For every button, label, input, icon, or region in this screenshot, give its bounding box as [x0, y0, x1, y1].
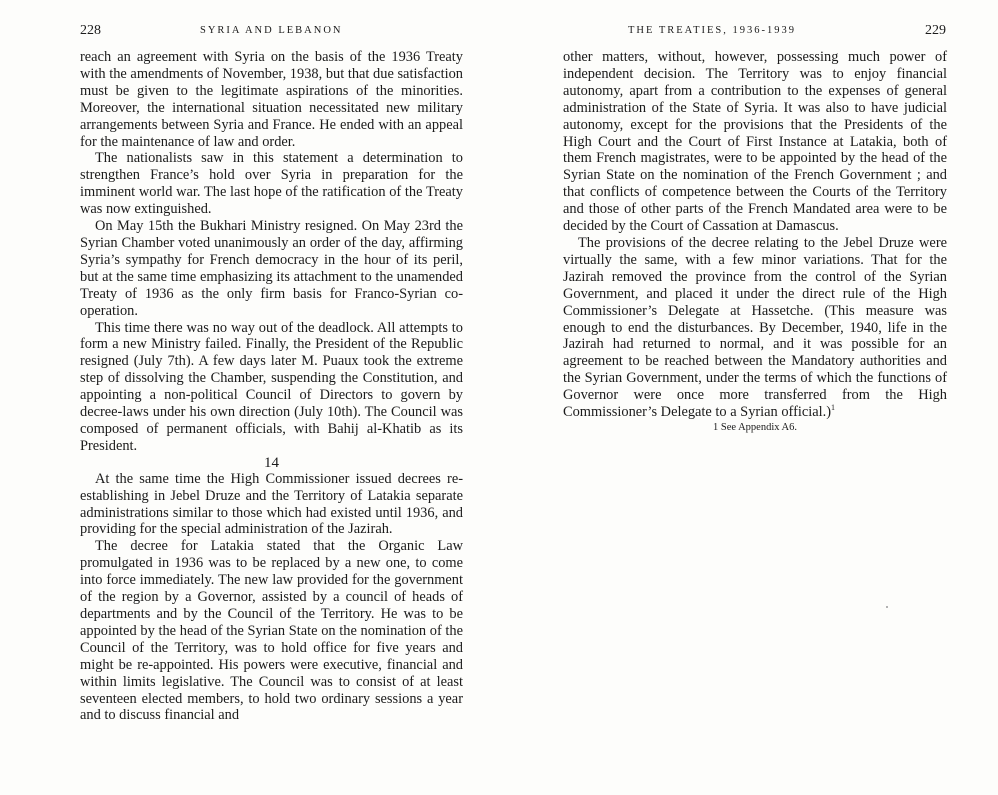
paragraph: The nationalists saw in this statement a determination to strengthen France’s hold over Syria in preparation for the imminent world war. The last hope of the ratification of the Treaty was now extinguished.	[80, 150, 463, 218]
right-running-head	[563, 22, 946, 40]
left-body-text	[80, 49, 463, 724]
footnote-marker: 1	[831, 403, 836, 413]
paragraph: other matters, without, however, possessing much power of independent decision. The Territory was to enjoy financial autonomy, apart from a contribution to the expenses of general administration of the State of Syria. It was also to have judicial autonomy, except for the provisions that the Presidents of the High Court and the Court of First Instance at Latakia, both of them French magistrates, were to be appointed by the head of the Syrian State on the nomination of the French Government ; and that conflicts of competence between the Courts of the Territory and those of other parts of the French Mandated area were to be decided by the Court of Cassation at Damascus.	[563, 49, 947, 235]
right-body-text	[563, 49, 947, 435]
paragraph-text: The provisions of the decree relating to the Jebel Druze were virtually the same, with a few minor variations. That for the Jazirah removed the province from the control of the Syrian Government, and placed it under the direct rule of the High Commissioner’s Delegate at Hassetche. (This measure was enough to end the disturbances. By December, 1940, life in the Jazirah had returned to normal, and it was possible for an agreement to be reached between the Mandatory authorities and the Syrian Government, under the terms of which the functions of Governor were once more transferred from the High Commissioner’s Delegate to a Syrian official.)	[563, 234, 947, 421]
right-running-title: THE TREATIES, 1936-1939	[628, 25, 797, 36]
left-running-head	[80, 22, 463, 40]
right-page-number: 229	[925, 23, 946, 38]
footnote: 1 See Appendix A6.	[713, 421, 797, 433]
section-number: 14	[264, 454, 279, 471]
left-running-title: SYRIA AND LEBANON	[200, 25, 343, 36]
paper-speck	[886, 606, 888, 608]
paragraph: At the same time the High Commissioner issued decrees re-establishing in Jebel Druze and the Territory of Latakia separate administrations similar to those which had existed until 1936, and providing for the special administration of the Jazirah.	[80, 470, 463, 538]
left-page-number: 228	[80, 23, 101, 38]
right-page	[499, 0, 998, 795]
paragraph: This time there was no way out of the deadlock. All attempts to form a new Ministry failed. Finally, the President of the Republic resigned (July 7th). A few days later M. Puaux took the extreme step of dissolving the Chamber, suspending the Constitution, and appointing a non-political Council of Directors to govern by decree-laws under his own direction (July 10th). The Council was composed of permanent officials, with Bahij al-Khatib as its President.	[80, 319, 463, 454]
paragraph: On May 15th the Bukhari Ministry resigned. On May 23rd the Syrian Chamber voted unanimously an order of the day, affirming Syria’s sympathy for French democracy in the hour of its peril, but at the same time emphasizing its attachment to the unamended Treaty of 1936 as the only firm basis for Franco-Syrian co-operation.	[80, 218, 463, 319]
paragraph	[563, 235, 947, 421]
paragraph: reach an agreement with Syria on the basis of the 1936 Treaty with the amendments of November, 1938, but that due satisfaction must be given to the legitimate aspirations of the minorities. Moreover, the international situation necessitated new military arrangements between Syria and France. He ended with an appeal for the maintenance of law and order.	[80, 49, 463, 150]
paragraph: The decree for Latakia stated that the Organic Law promulgated in 1936 was to be replaced by a new one, to come into force immediately. The new law provided for the government of the region by a Governor, assisted by a council of heads of departments and by the Council of the Territory. He was to be appointed by the head of the Syrian State on the nomination of the Council of the Territory, was to hold office for five years and might be re-appointed. His powers were executive, financial and within limits legislative. The Council was to consist of at least seventeen elected members, to hold two ordinary sessions a year and to discuss financial and	[80, 538, 463, 724]
